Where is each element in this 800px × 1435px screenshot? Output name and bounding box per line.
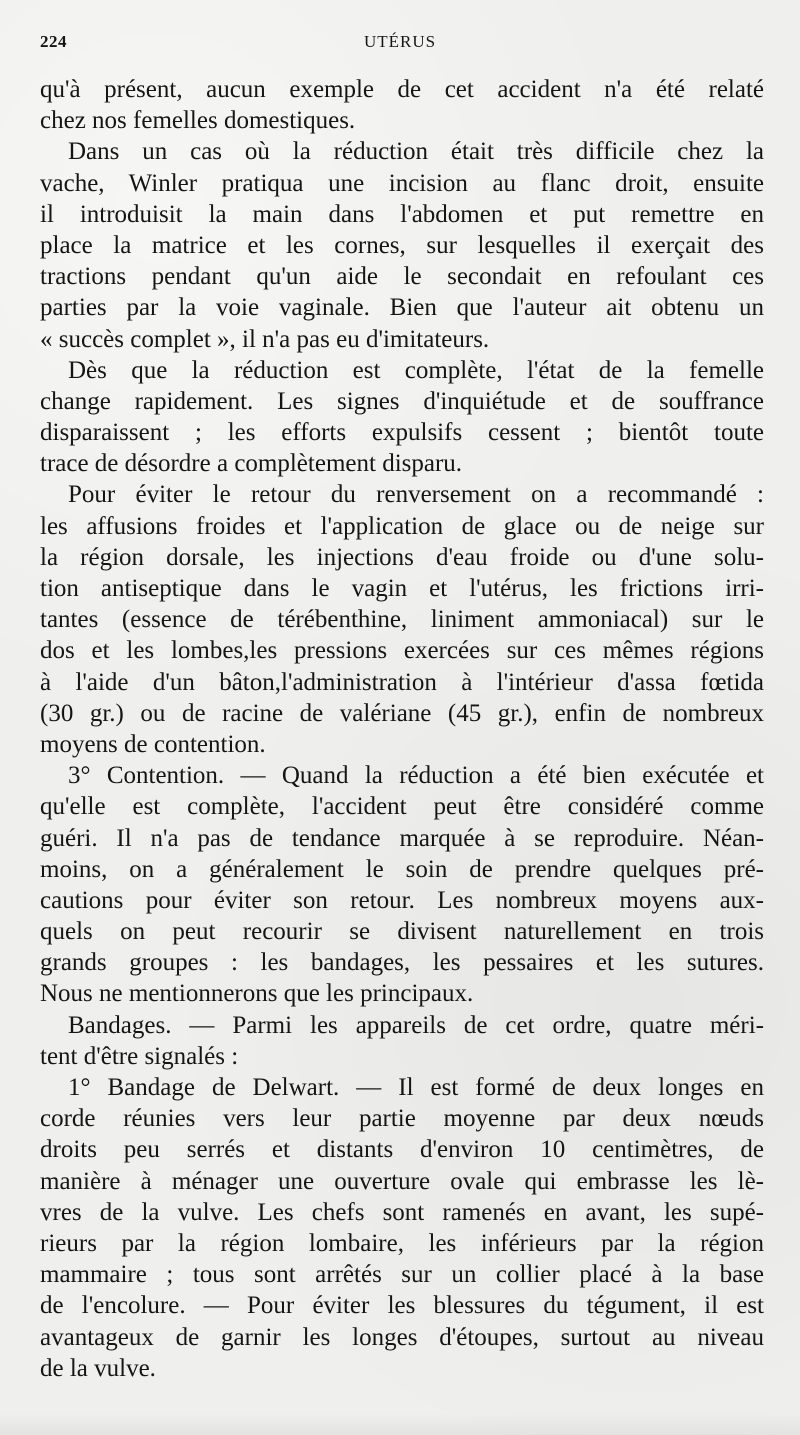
text-line: de l'encolure. — Pour éviter les blessures du tégument, il est	[40, 1292, 764, 1320]
text-line: change rapidement. Les signes d'inquiétude et de souffrance	[40, 387, 764, 415]
text-line: grands groupes : les bandages, les pessaires et les sutures.	[40, 949, 764, 977]
text-line: manière à ménager une ouverture ovale qui embrasse les lè-	[40, 1167, 764, 1195]
page-edge-shadow	[0, 1413, 800, 1435]
text-line: vres de la vulve. Les chefs sont ramenés en avant, les supé-	[40, 1198, 764, 1226]
text-line: tion antiseptique dans le vagin et l'utérus, les frictions irri-	[40, 575, 764, 602]
text-line: tantes (essence de térébenthine, liniment ammoniacal) sur le	[40, 606, 764, 634]
text-line: qu'à présent, aucun exemple de cet accident n'a été relaté	[40, 76, 764, 103]
text-line: Nous ne mentionnerons que les principaux.	[40, 980, 474, 1008]
text-line: 3° Contention. — Quand la réduction a été bien exécutée et	[68, 762, 764, 790]
text-line: vache, Winler pratiqua une incision au flanc droit, ensuite	[40, 169, 764, 197]
text-line: de la vulve.	[40, 1354, 156, 1382]
text-line: « succès complet », il n'a pas eu d'imitateurs.	[40, 325, 490, 353]
text-line: 1° Bandage de Delwart. — Il est formé de deux longes en	[68, 1074, 764, 1101]
text-line: corde réunies vers leur partie moyenne par deux nœuds	[40, 1105, 764, 1133]
text-line: il introduisit la main dans l'abdomen et put remettre en	[40, 200, 764, 228]
text-line: droits peu serrés et distants d'environ 10 centimètres, de	[40, 1136, 764, 1164]
text-line: rieurs par la région lombaire, les inférieurs par la région	[40, 1229, 764, 1257]
text-line: les affusions froides et l'application de glace ou de neige sur	[40, 512, 764, 540]
running-head: UTÉRUS	[363, 32, 437, 51]
text-line: moins, on a généralement le soin de prendre quelques pré-	[40, 855, 764, 883]
text-line: qu'elle est complète, l'accident peut être considéré comme	[40, 793, 764, 821]
text-line: guéri. Il n'a pas de tendance marquée à se reproduire. Néan-	[40, 824, 764, 852]
text-line: Dans un cas où la réduction était très difficile chez la	[68, 138, 764, 166]
text-line: mammaire ; tous sont arrêtés sur un collier placé à la base	[40, 1261, 764, 1289]
text-line: tent d'être signalés :	[40, 1042, 239, 1070]
text-line: dos et les lombes,les pressions exercées sur ces mêmes régions	[40, 637, 764, 665]
text-line: Bandages. — Parmi les appareils de cet ordre, quatre méri-	[68, 1011, 764, 1039]
text-line: Dès que la réduction est complète, l'état de la femelle	[68, 356, 764, 384]
text-line: Pour éviter le retour du renversement on a recommandé :	[68, 481, 764, 509]
text-line: la région dorsale, les injections d'eau froide ou d'une solu-	[40, 543, 764, 571]
page-header	[40, 32, 760, 58]
text-line: place la matrice et les cornes, sur lesquelles il exerçait des	[40, 231, 764, 259]
text-line: trace de désordre a complètement disparu.	[40, 450, 463, 478]
text-line: avantageux de garnir les longes d'étoupes, surtout au niveau	[40, 1323, 764, 1351]
text-line: disparaissent ; les efforts expulsifs cessent ; bientôt toute	[40, 419, 764, 447]
text-line: à l'aide d'un bâton,l'administration à l'intérieur d'assa fœtida	[40, 668, 764, 696]
text-line: quels on peut recourir se divisent naturellement en trois	[40, 918, 764, 946]
text-line: parties par la voie vaginale. Bien que l'auteur ait obtenu un	[40, 294, 764, 322]
text-line: chez nos femelles domestiques.	[40, 107, 356, 135]
text-line: moyens de contention.	[40, 730, 266, 758]
text-line: tractions pendant qu'un aide le secondait en refoulant ces	[40, 263, 764, 291]
text-line: cautions pour éviter son retour. Les nombreux moyens aux-	[40, 886, 764, 914]
text-line: (30 gr.) ou de racine de valériane (45 gr.), enfin de nombreux	[40, 699, 764, 727]
body-text	[40, 74, 764, 1384]
page-number: 224	[40, 32, 67, 51]
